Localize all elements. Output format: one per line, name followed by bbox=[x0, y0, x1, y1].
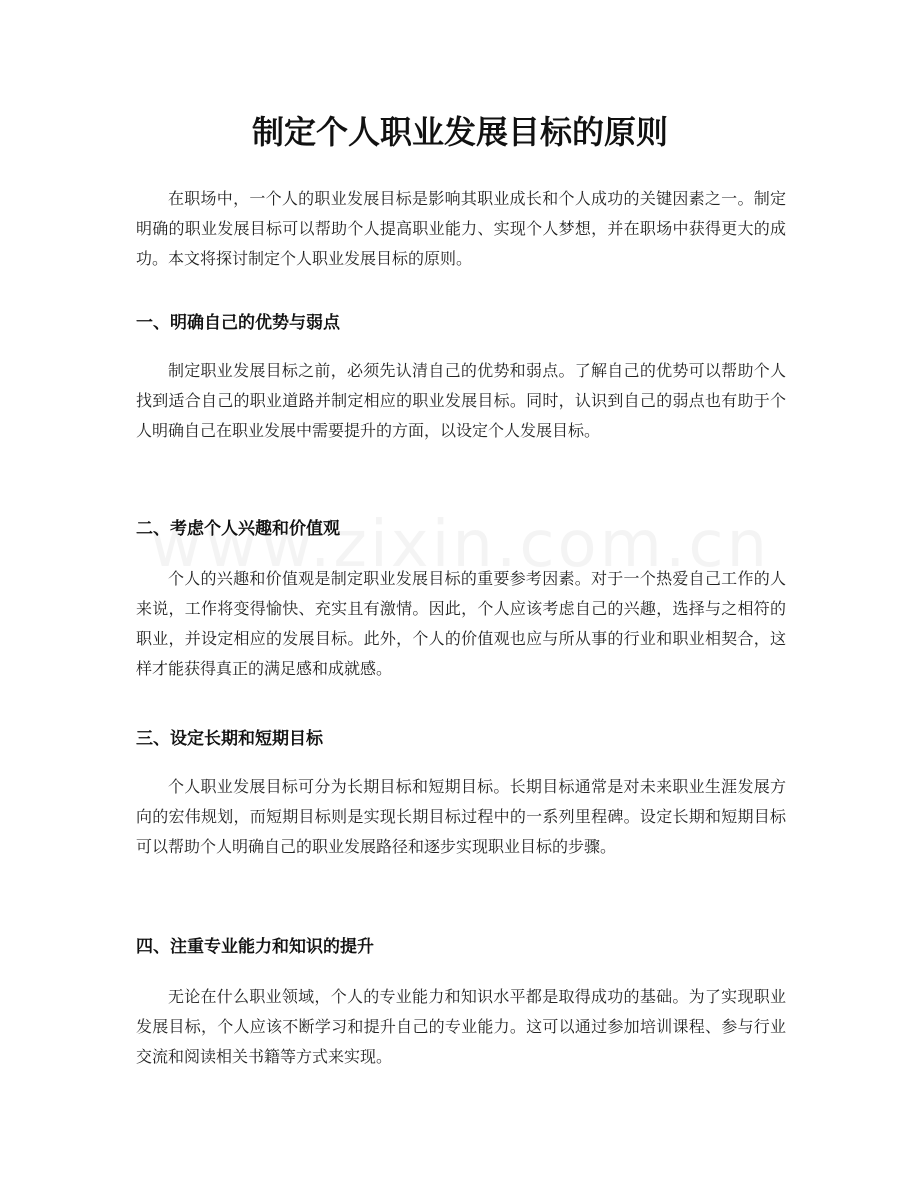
section-heading-1: 一、明确自己的优势与弱点 bbox=[136, 313, 340, 333]
section-body-1: 制定职业发展目标之前，必须先认清自己的优势和弱点。了解自己的优势可以帮助个人找到适合自己的职业道路并制定相应的职业发展目标。同时，认识到自己的弱点也有助于个人明确自己在职业发展中需要提升的方面，以设定个人发展目标。 bbox=[136, 361, 786, 440]
section-body-3: 个人职业发展目标可分为长期目标和短期目标。长期目标通常是对未来职业生涯发展方向的宏伟规划，而短期目标则是实现长期目标过程中的一系列里程碑。设定长期和短期目标可以帮助个人明确自己的职业发展路径和逐步实现职业目标的步骤。 bbox=[136, 777, 786, 856]
section-heading-4: 四、注重专业能力和知识的提升 bbox=[136, 937, 374, 957]
section-heading-3: 三、设定长期和短期目标 bbox=[136, 729, 323, 749]
section-body-4: 无论在什么职业领域，个人的专业能力和知识水平都是取得成功的基础。为了实现职业发展目标，个人应该不断学习和提升自己的专业能力。这可以通过参加培训课程、参与行业交流和阅读相关书籍等方式来实现。 bbox=[136, 987, 786, 1066]
section-body-2: 个人的兴趣和价值观是制定职业发展目标的重要参考因素。对于一个热爱自己工作的人来说，工作将变得愉快、充实且有激情。因此，个人应该考虑自己的兴趣，选择与之相符的职业，并设定相应的发展目标。此外，个人的价值观也应与所从事的行业和职业相契合，这样才能获得真正的满足感和成就感。 bbox=[136, 569, 786, 678]
section-heading-2: 二、考虑个人兴趣和价值观 bbox=[136, 519, 340, 539]
intro-paragraph: 在职场中，一个人的职业发展目标是影响其职业成长和个人成功的关键因素之一。制定明确的职业发展目标可以帮助个人提高职业能力、实现个人梦想，并在职场中获得更大的成功。本文将探讨制定个人职业发展目标的原则。 bbox=[136, 189, 786, 268]
document-title: 制定个人职业发展目标的原则 bbox=[251, 113, 668, 151]
